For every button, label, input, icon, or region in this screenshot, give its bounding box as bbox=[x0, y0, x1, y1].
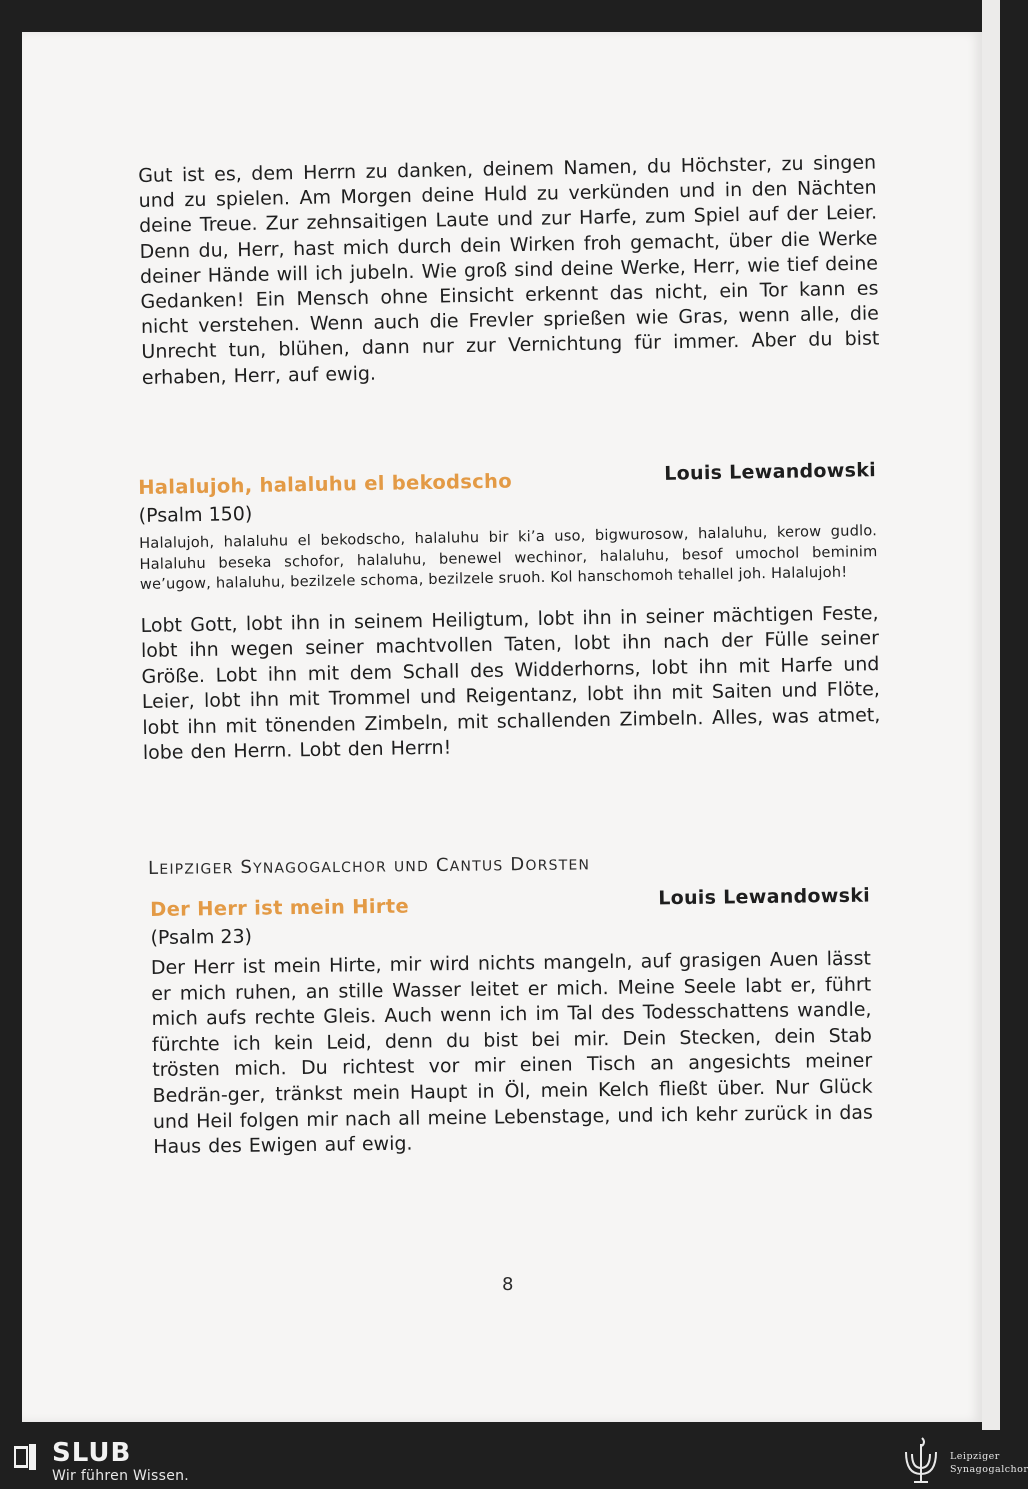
footer-bar bbox=[0, 1430, 1028, 1489]
slub-name: SLUB bbox=[52, 1438, 132, 1468]
composer-name: Louis Lewandowski bbox=[658, 884, 871, 910]
transliteration-text: Halalujoh, halaluhu el bekodscho, halaluhu bir ki’a uso, bigwurosow, halaluhu, kerow gudlo. Halaluhu beseka schofor, halaluhu, benewel wechinor, halaluhu, besof umochol beminim we’ugow, halaluhu, bezilzele schoma, bezilzele sruoh. Kol hanschomoh tehallel joh. Halalujoh! bbox=[139, 522, 878, 593]
composer-name: Louis Lewandowski bbox=[664, 459, 877, 485]
psalm-92-block bbox=[138, 150, 880, 390]
choir-name: Leipziger Synagogalchor bbox=[950, 1451, 1028, 1475]
slub-tagline: Wir führen Wissen. bbox=[52, 1468, 190, 1484]
slub-book-icon bbox=[12, 1442, 38, 1472]
psalm-23-text: Der Herr ist mein Hirte, mir wird nichts mangeln, auf grasigen Auen lässt er mich ruhen, an stille Wasser leitet er mich. Meine Seele labt er, führt mich aufs rechte Gleis. Auch wenn ich im Tal des Todesschattens wandle, fürchte ich kein Leid, denn du bist bei mir. Dein Stecken, dein Stab trösten mich. Du richtest vor mir einen Tisch an angesichts meiner Bedrän-ger, tränkst mein Haupt in Öl, mein Kelch fließt über. Nur Glück und Heil folgen mir nach all meine Lebenstage, und ich kehr zurück in das Haus des Ewigen auf ewig. bbox=[150, 947, 874, 1159]
song-halalujoh bbox=[138, 459, 881, 767]
song-der-herr bbox=[150, 884, 874, 1161]
song-title: Halalujoh, halaluhu el bekodscho bbox=[138, 469, 513, 499]
page-content bbox=[22, 32, 982, 1422]
psalm-reference: (Psalm 23) bbox=[150, 925, 253, 949]
menorah-icon bbox=[896, 1434, 946, 1486]
page-edge bbox=[982, 0, 1000, 1430]
psalm-reference: (Psalm 150) bbox=[138, 503, 253, 527]
psalm-92-text: Gut ist es, dem Herrn zu danken, deinem Namen, du Höchster, zu singen und zu spielen. Am Morgen deine Huld zu verkünden und in den Nächten deine Treue. Zur zehnsaitigen Laute und zur Harfe, zum Spiel auf der Leier. Denn du, Herr, hast mich durch dein Wirken froh gemacht, über die Werke deiner Hände will ich jubeln. Wie groß sind deine Werke, Herr, wie tief deine Gedanken! Ein Mensch ohne Einsicht erkennt das nicht, ein Tor kann es nicht verstehen. Wenn auch die Frevler sprießen wie Gras, wenn alle, die Unrecht tun, blühen, dann nur zur Vernichtung für immer. Aber du bist erhaben, Herr, auf ewig. bbox=[138, 151, 880, 389]
song-title: Der Herr ist mein Hirte bbox=[150, 894, 410, 921]
performers-line: LEIPZIGER SYNAGOGALCHOR UND CANTUS DORSTEN bbox=[148, 854, 591, 879]
performers-line-block bbox=[148, 850, 886, 879]
page-number: 8 bbox=[502, 1274, 514, 1295]
document-page bbox=[22, 32, 982, 1422]
translation-text: Lobt Gott, lobt ihn in seinem Heiligtum, lobt ihn in seiner mächtigen Feste, lobt ihn wegen seiner machtvollen Taten, lobt ihn nach der Fülle seiner Größe. Lobt ihn mit dem Schall des Widderhorns, lobt ihn mit Harfe und Leier, lobt ihn mit Trommel und Reigentanz, lobt ihn mit Saiten und Flöte, lobt ihn mit tönenden Zimbeln, mit schallenden Zimbeln. Alles, was atmet, lobe den Herrn. Lobt den Herrn! bbox=[140, 601, 881, 765]
